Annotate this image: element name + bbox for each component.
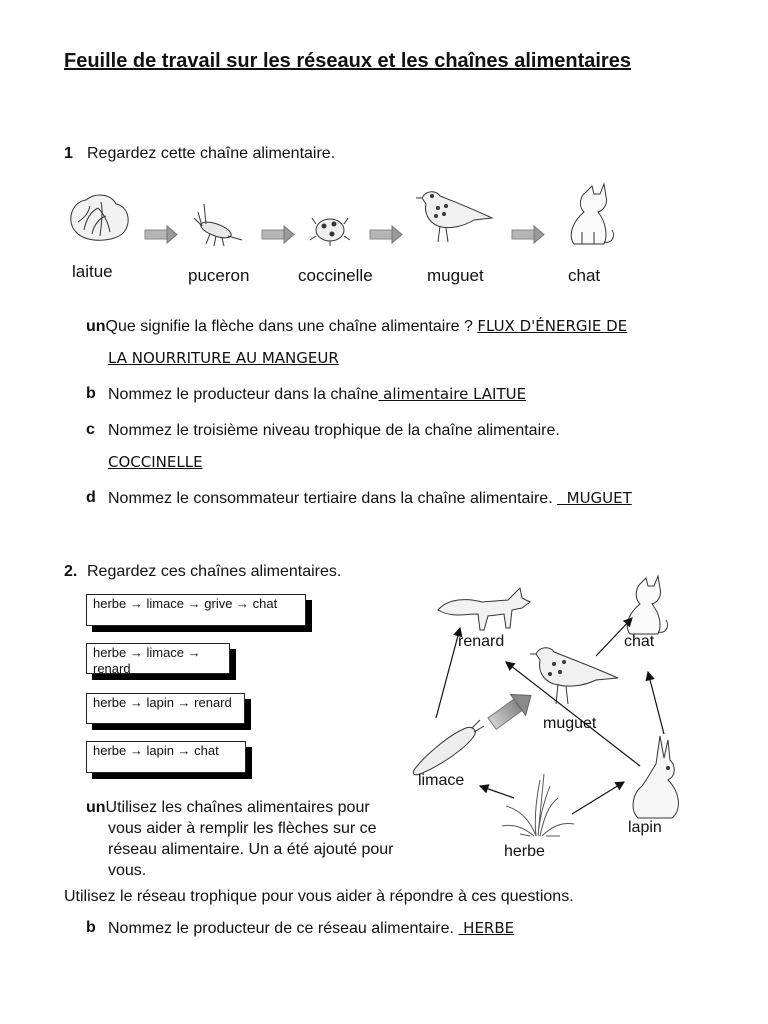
- arrow-grass-to-slug: [480, 786, 514, 798]
- grass-icon: [502, 774, 574, 836]
- question-1b-text: Nommez le producteur dans la chaîne: [108, 386, 379, 403]
- chain-box-1: herbe → limace → grive → chat: [86, 594, 306, 626]
- chain-label-ladybird: coccinelle: [298, 266, 373, 285]
- question-1a-answer-line2: LA NOURRITURE AU MANGEUR: [108, 349, 339, 367]
- question-1a-cont: [108, 342, 339, 375]
- slug-icon: [413, 720, 484, 775]
- question-2a-line2: vous aider à remplir les flèches sur ce: [108, 820, 377, 837]
- web-label-rabbit: lapin: [628, 819, 662, 836]
- question-2-number: 2.: [64, 563, 78, 580]
- question-1a-answer-line1: FLUX D'ÉNERGIE DE: [477, 317, 628, 335]
- chain-box-3: herbe → lapin → renard: [86, 693, 245, 724]
- chain-arrow-1: [145, 226, 177, 243]
- chain-box-2: herbe → limace → renard: [86, 643, 230, 674]
- chain-label-thrush: muguet: [427, 266, 484, 285]
- rabbit-icon: [633, 736, 678, 818]
- question-1c-cont: [108, 446, 203, 479]
- question-2a-line1: Utilisez les chaînes alimentaires pour: [105, 799, 370, 816]
- arrow-rabbit-to-cat: [648, 672, 664, 734]
- web-instruction: Utilisez le réseau trophique pour vous aider à répondre à ces questions.: [64, 888, 574, 905]
- question-1-number: 1: [64, 145, 73, 162]
- web-label-cat: chat: [624, 633, 655, 650]
- ladybird-icon: [310, 218, 350, 246]
- question-1-header: [64, 145, 336, 163]
- question-1-prompt: Regardez cette chaîne alimentaire.: [87, 145, 336, 162]
- chain-arrow-3: [370, 226, 402, 243]
- question-2b-letter: b: [86, 919, 96, 936]
- question-2b-answer: HERBE: [458, 919, 515, 937]
- thrush-icon: [416, 192, 492, 242]
- question-1b-letter: b: [86, 385, 96, 402]
- chain-label-lettuce: laitue: [72, 262, 113, 281]
- question-2b: [86, 912, 726, 944]
- fox-icon: [438, 588, 530, 630]
- question-1b: [86, 378, 726, 410]
- question-1c-letter: c: [86, 421, 95, 438]
- question-2a-line4: vous.: [108, 862, 147, 879]
- question-2a: [86, 797, 426, 881]
- question-2-header: [64, 563, 342, 581]
- chain-label-cat: chat: [568, 266, 601, 285]
- question-2a-line3: réseau alimentaire. Un a été ajouté pour: [108, 841, 394, 858]
- arrow-slug-to-thrush: [484, 685, 538, 734]
- chain-label-aphid: puceron: [188, 266, 250, 285]
- question-1a: [86, 310, 726, 343]
- question-1c-text: Nommez le troisième niveau trophique de la chaîne alimentaire.: [108, 422, 560, 439]
- page-title: Feuille de travail sur les réseaux et les chaînes alimentaires: [64, 50, 631, 72]
- chain-arrow-2: [262, 226, 294, 243]
- web-cat-icon: [627, 576, 667, 634]
- question-2-prompt: Regardez ces chaînes alimentaires.: [87, 563, 342, 580]
- question-2a-letter: un: [86, 799, 106, 816]
- arrow-slug-to-fox: [436, 628, 460, 718]
- web-label-slug: limace: [418, 772, 465, 789]
- chain-arrow-4: [512, 226, 544, 243]
- question-2b-text: Nommez le producteur de ce réseau alimentaire.: [108, 920, 454, 937]
- arrow-grass-to-rabbit: [572, 782, 624, 814]
- question-1d-text: Nommez le consommateur tertiaire dans la chaîne alimentaire.: [108, 490, 553, 507]
- lettuce-icon: [71, 195, 128, 240]
- question-1a-text: Que signifie la flèche dans une chaîne alimentaire ?: [105, 318, 473, 335]
- question-1c: [86, 414, 726, 446]
- aphid-icon: [194, 204, 242, 246]
- web-label-fox: renard: [458, 633, 505, 650]
- web-thrush-icon: [530, 648, 618, 704]
- question-1d-letter: d: [86, 489, 96, 506]
- question-1d: [86, 482, 726, 514]
- food-chain-illustration: [60, 180, 620, 255]
- chain-box-4: herbe → lapin → chat: [86, 741, 246, 773]
- question-1c-answer: COCCINELLE: [108, 453, 203, 471]
- question-1b-answer: alimentaire LAITUE: [378, 385, 527, 403]
- web-label-grass: herbe: [504, 843, 545, 860]
- cat-icon: [571, 184, 613, 244]
- question-1a-letter: un: [86, 318, 106, 335]
- web-label-thrush: muguet: [543, 715, 597, 732]
- question-1d-answer: MUGUET: [557, 489, 632, 507]
